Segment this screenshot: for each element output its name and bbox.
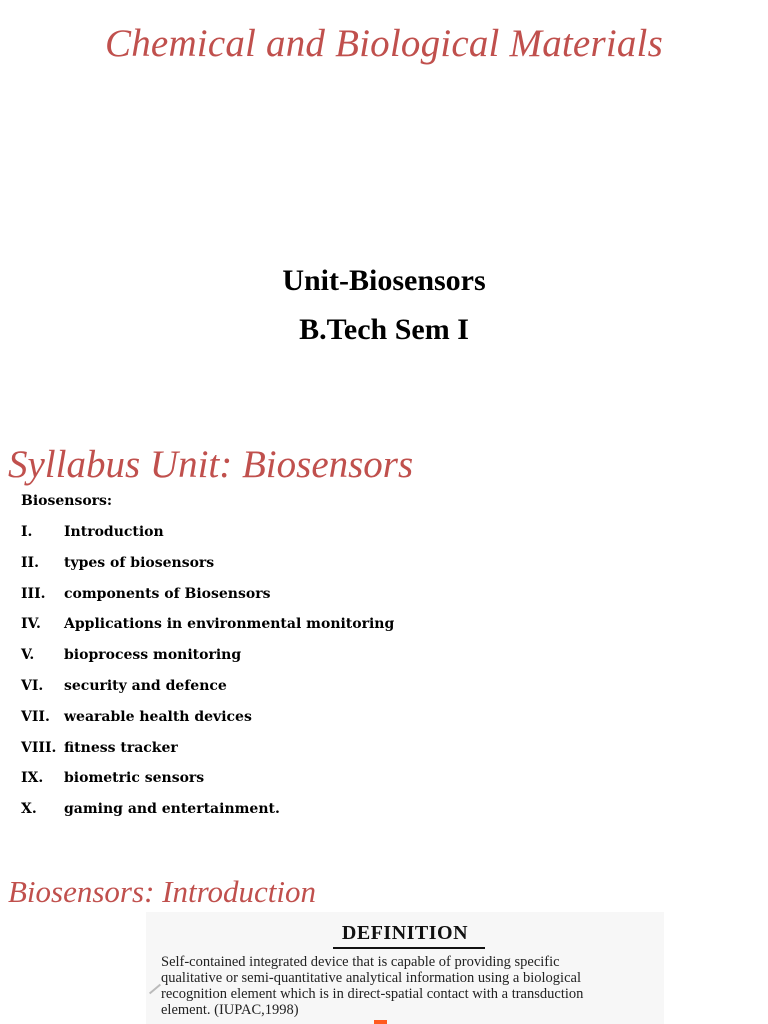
list-item-text: fitness tracker	[64, 739, 178, 756]
list-item	[21, 644, 394, 675]
list-item-number: IX.	[21, 770, 44, 787]
list-item	[21, 552, 394, 583]
syllabus-heading: Syllabus Unit: Biosensors	[8, 443, 414, 486]
list-item-number: I.	[21, 524, 33, 540]
list-item-text: types of biosensors	[64, 554, 215, 571]
introduction-heading: Biosensors: Introduction	[8, 874, 316, 909]
definition-line: recognition element which is in direct-spatial contact with a transduction	[161, 986, 584, 1002]
list-item-text: gaming and entertainment.	[64, 801, 280, 818]
definition-line: element. (IUPAC,1998)	[161, 1002, 299, 1018]
definition-line: qualitative or semi-quantitative analytical information using a biological	[161, 970, 581, 986]
list-item-number: II.	[21, 554, 39, 571]
list-item-number: V.	[21, 647, 35, 664]
document-title: Chemical and Biological Materials	[105, 22, 663, 65]
list-item-text: wearable health devices	[64, 708, 252, 725]
definition-line: Self-contained integrated device that is capable of providing specific	[161, 954, 560, 970]
list-item-number: VIII.	[21, 739, 57, 756]
list-item	[21, 798, 394, 829]
definition-underline	[333, 947, 485, 949]
list-item	[21, 675, 394, 706]
list-item-text: bioprocess monitoring	[64, 647, 242, 664]
list-item-number: VI.	[21, 677, 44, 694]
list-item-text: Introduction	[64, 524, 164, 540]
list-item-number: X.	[21, 801, 37, 818]
list-item-text: Applications in environmental monitoring	[64, 616, 395, 633]
orange-accent-mark	[374, 1020, 387, 1024]
list-item	[21, 583, 394, 614]
unit-subtitle: Unit-Biosensors	[282, 264, 486, 297]
decorative-stroke	[149, 984, 161, 995]
list-item	[21, 521, 394, 552]
list-item-number: IV.	[21, 616, 41, 633]
list-item	[21, 613, 394, 644]
list-item-text: security and defence	[64, 677, 227, 694]
list-item-text: components of Biosensors	[64, 585, 271, 602]
list-heading: Biosensors:	[21, 493, 113, 509]
list-item-number: VII.	[21, 708, 50, 725]
syllabus-list	[21, 521, 394, 829]
list-item	[21, 706, 394, 737]
semester-subtitle: B.Tech Sem I	[299, 313, 469, 346]
list-item	[21, 737, 394, 768]
definition-image	[146, 912, 664, 1024]
definition-heading: DEFINITION	[341, 922, 469, 944]
list-item	[21, 767, 394, 798]
list-item-number: III.	[21, 585, 46, 602]
list-item-text: biometric sensors	[64, 770, 205, 787]
definition-text	[161, 954, 656, 1018]
